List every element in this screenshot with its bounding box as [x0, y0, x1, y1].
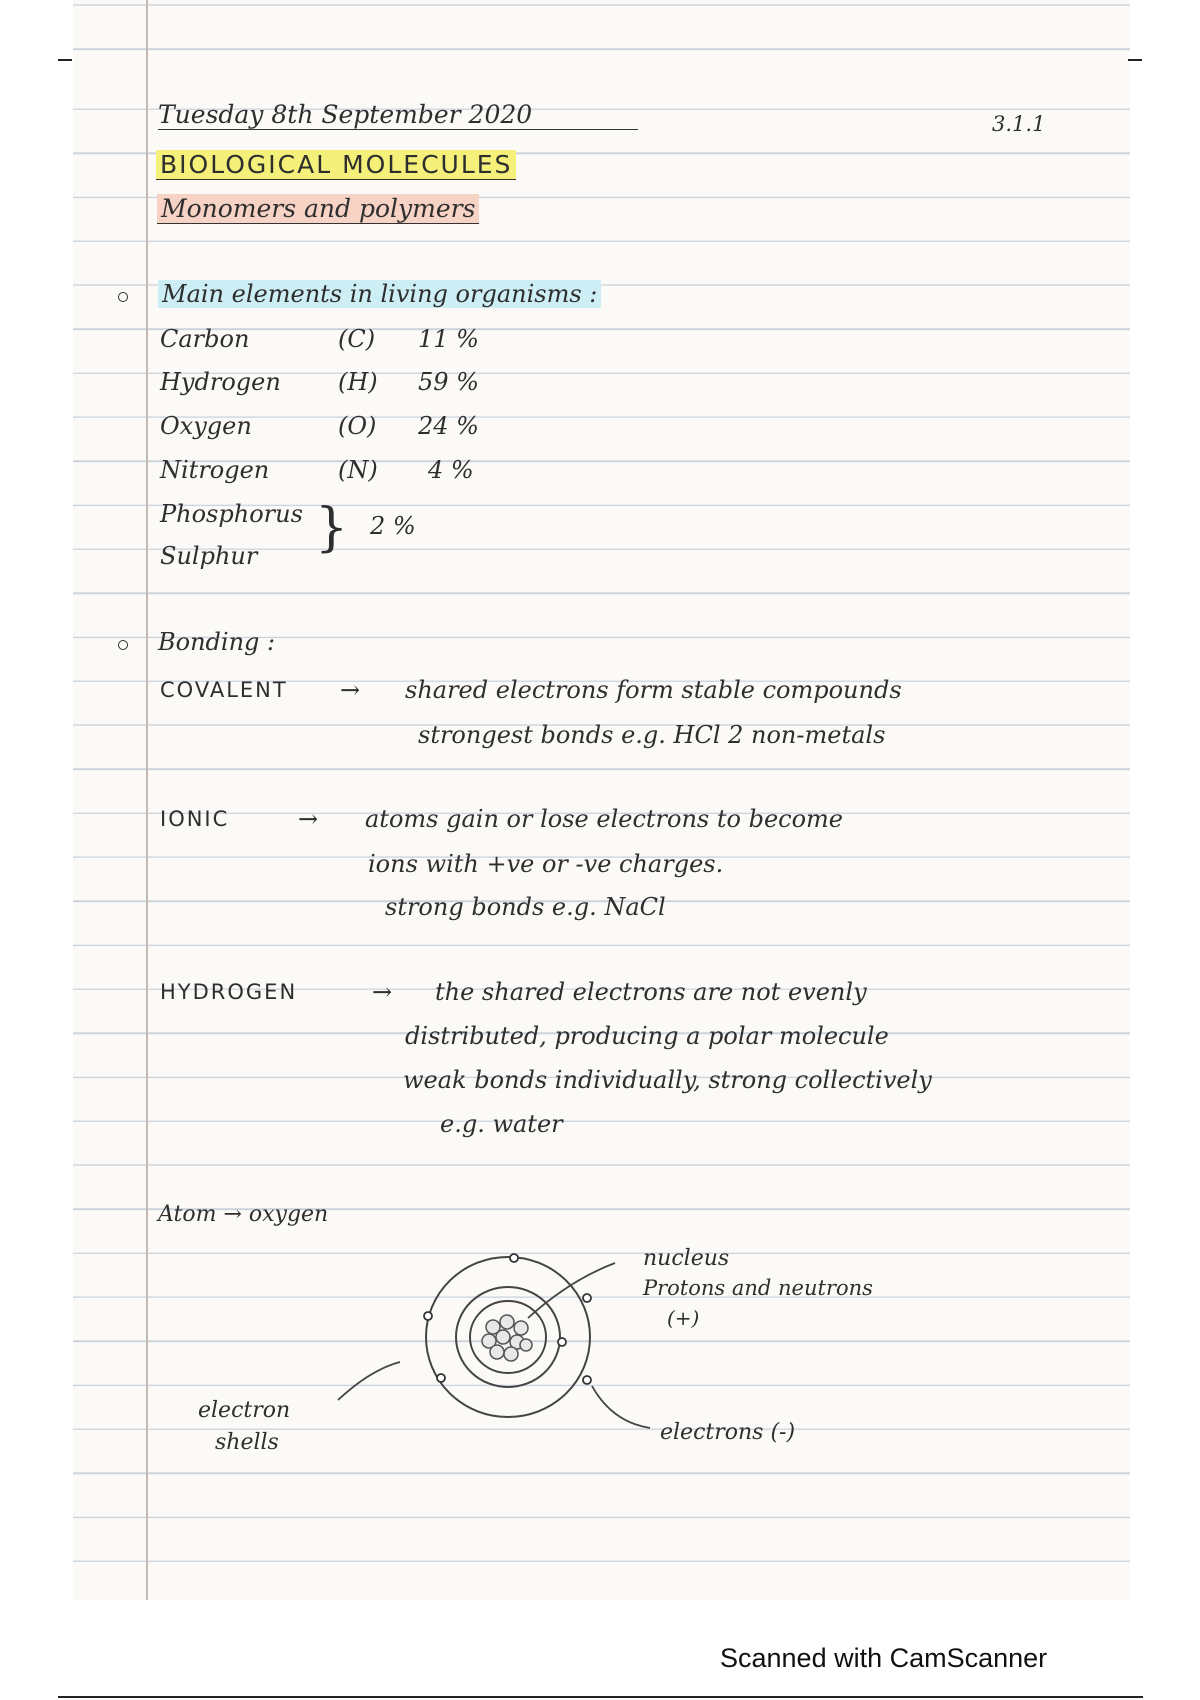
bond-description: atoms gain or lose electrons to become: [365, 805, 843, 833]
reference-number: 3.1.1: [992, 112, 1046, 136]
arrow-icon: →: [340, 676, 361, 704]
bond-description: strong bonds e.g. NaCl: [385, 893, 666, 921]
crop-mark-right: [1128, 59, 1142, 61]
element-name: Nitrogen: [160, 456, 270, 484]
element-symbol: (C): [338, 325, 376, 353]
protons-neutrons-label: Protons and neutrons: [643, 1276, 873, 1300]
bond-description: the shared electrons are not evenly: [435, 978, 867, 1006]
element-name: Carbon: [160, 325, 250, 353]
date-line: Tuesday 8th September 2020: [158, 100, 638, 130]
atom-caption: Atom → oxygen: [158, 1202, 329, 1227]
page-subtitle: [157, 194, 479, 224]
arrow-icon: →: [372, 978, 393, 1006]
bond-type-label: IONIC: [160, 807, 230, 831]
element-percent: 24 %: [418, 412, 479, 440]
element-percent: 11 %: [418, 325, 479, 353]
element-percent: 2 %: [370, 512, 416, 540]
crop-mark-left: [58, 59, 72, 61]
bonding-heading: Bonding :: [158, 628, 276, 656]
element-percent: 59 %: [418, 368, 479, 396]
bond-type-label: HYDROGEN: [160, 980, 298, 1004]
subtitle-text: Monomers and polymers: [157, 194, 479, 223]
element-symbol: (O): [338, 412, 377, 440]
element-name: Hydrogen: [160, 368, 281, 396]
elements-heading: Main elements in living organisms :: [158, 280, 601, 308]
arrow-icon: →: [298, 805, 319, 833]
title-text: BIOLOGICAL MOLECULES: [156, 150, 516, 179]
electron-shells-label: electron: [198, 1398, 291, 1423]
element-percent: 4 %: [428, 456, 474, 484]
bottom-rule: [58, 1696, 1143, 1698]
margin-line: [146, 0, 148, 1600]
bond-description: weak bonds individually, strong collectively: [403, 1066, 932, 1094]
nucleus-label: nucleus: [643, 1246, 730, 1271]
scanner-watermark: Scanned with CamScanner: [720, 1643, 1048, 1673]
element-symbol: (H): [338, 368, 378, 396]
electrons-label: electrons (-): [660, 1420, 796, 1445]
element-name: Sulphur: [160, 542, 258, 570]
bond-description: shared electrons form stable compounds: [405, 676, 902, 704]
page-title: [156, 150, 516, 180]
bond-type-label: COVALENT: [160, 678, 288, 702]
notebook-page: [73, 0, 1130, 1600]
bullet-icon: [118, 292, 128, 302]
bond-description: ions with +ve or -ve charges.: [368, 850, 724, 878]
brace-icon: }: [315, 498, 349, 558]
bond-description: e.g. water: [440, 1110, 563, 1138]
element-name: Oxygen: [160, 412, 252, 440]
bond-description: strongest bonds e.g. HCl 2 non-metals: [418, 721, 886, 749]
bullet-icon: [118, 640, 128, 650]
electron-shells-label: shells: [215, 1430, 279, 1455]
bond-description: distributed, producing a polar molecule: [405, 1022, 889, 1050]
element-name: Phosphorus: [160, 500, 303, 528]
positive-charge-label: (+): [667, 1306, 700, 1330]
element-symbol: (N): [338, 456, 378, 484]
